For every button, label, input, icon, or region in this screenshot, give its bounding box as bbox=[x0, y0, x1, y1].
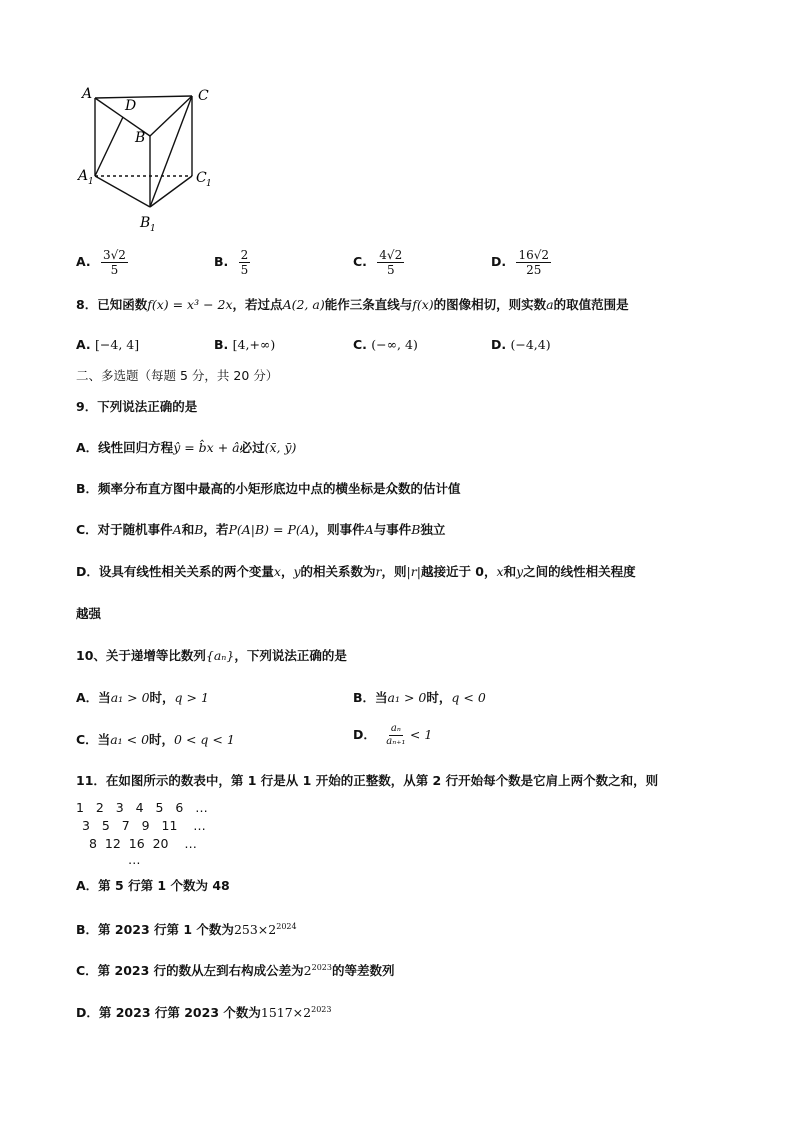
q7-option-c bbox=[353, 248, 404, 277]
label-c1: C bbox=[196, 170, 207, 186]
label-c: C bbox=[198, 88, 209, 104]
q8-option-b: B. [4,+∞) bbox=[214, 337, 276, 352]
number-table-row-4: … bbox=[128, 852, 141, 867]
edge-a1b1 bbox=[95, 176, 150, 207]
q10-option-c: C．当a₁ < 0时，0 < q < 1 bbox=[76, 732, 235, 747]
q7-option-a bbox=[76, 248, 128, 277]
q11-option-a: A．第 5 行第 1 个数为 48 bbox=[76, 878, 230, 893]
q7-option-c-letter: C. bbox=[353, 254, 367, 269]
edge-bc bbox=[150, 96, 192, 136]
q8-question: 8．已知函数f(x) = x³ − 2x，若过点A(2, a)能作三条直线与f(x)的图像相切，则实数a的取值范围是 bbox=[76, 297, 629, 312]
q7-option-d bbox=[491, 248, 551, 277]
q11-option-c: C．第 2023 行的数从左到右构成公差为$2^{2023}$的等差数列 bbox=[76, 963, 395, 979]
q7-option-d-fraction: $\frac{16√2}{25}$ bbox=[518, 248, 550, 277]
q11-option-b: B．第 2023 行第 1 个数为$253\times 2^{2024}$ bbox=[76, 922, 297, 938]
section-heading-multiple-choice: 二、多选题（每题 5 分，共 20 分） bbox=[76, 368, 279, 383]
label-a: A bbox=[82, 86, 93, 102]
q7-option-a-fraction: $\frac{3√2}{5}$ bbox=[103, 248, 126, 277]
q10-option-d-fraction: $\frac{\text{aₙ}}{\text{aₙ₊₁}}$ bbox=[386, 723, 406, 747]
q9-question: 9．下列说法正确的是 bbox=[76, 399, 198, 414]
label-c1-sub: 1 bbox=[206, 179, 212, 189]
q10-question: 10、关于递增等比数列{aₙ}，下列说法正确的是 bbox=[76, 648, 347, 663]
prism-figure bbox=[70, 80, 230, 240]
q11-question: 11．在如图所示的数表中，第 1 行是从 1 开始的正整数，从第 2 行开始每个数是它肩上两个数之和，则 bbox=[76, 773, 659, 788]
q8-option-a: A. [−4, 4] bbox=[76, 337, 140, 352]
q7-option-c-fraction: $\frac{4√2}{5}$ bbox=[379, 248, 403, 277]
edge-b1c bbox=[150, 96, 192, 207]
q9-option-d: D．设具有线性相关关系的两个变量x，y的相关系数为r，则|r|越接近于 0，x和y之间的线性相关程度 bbox=[76, 564, 636, 579]
q9-option-d-continued: 越强 bbox=[76, 606, 102, 621]
q7-option-b-fraction: $\frac{2}{5}$ bbox=[240, 248, 249, 277]
number-table-row-1: 1 2 3 4 5 6 … bbox=[76, 800, 208, 815]
q10-option-a: A．当a₁ > 0时，q > 1 bbox=[76, 690, 209, 705]
label-d: D bbox=[125, 98, 137, 114]
q9-option-a: A．线性回归方程ŷ = b̂x + â必过(x̄, ȳ) bbox=[76, 440, 297, 455]
label-a1-sub: 1 bbox=[88, 177, 94, 187]
q9-option-c: C．对于随机事件A和B，若P(A|B) = P(A)，则事件A与事件B独立 bbox=[76, 522, 446, 537]
edge-ac bbox=[95, 96, 192, 98]
label-b1-sub: 1 bbox=[150, 224, 156, 234]
q8-option-d: D. (−4,4) bbox=[491, 337, 551, 352]
number-table-row-3: 8 12 16 20 … bbox=[89, 836, 197, 851]
label-b: B bbox=[135, 130, 146, 146]
number-table-row-2: 3 5 7 9 11 … bbox=[82, 818, 206, 833]
q10-option-d: D． $\frac{\text{aₙ}}{\text{aₙ₊₁}}$ < 1 bbox=[353, 723, 433, 747]
q9-option-b: B．频率分布直方图中最高的小矩形底边中点的横坐标是众数的估计值 bbox=[76, 481, 461, 496]
label-a1: A bbox=[78, 168, 89, 184]
q8-option-c: C. (−∞, 4) bbox=[353, 337, 418, 352]
q10-option-b: B．当a₁ > 0时，q < 0 bbox=[353, 690, 486, 705]
q7-option-d-letter: D. bbox=[491, 254, 507, 269]
edge-a1d bbox=[95, 117, 123, 176]
q7-option-a-letter: A. bbox=[76, 254, 91, 269]
q7-option-b-letter: B. bbox=[214, 254, 229, 269]
q7-option-b bbox=[214, 248, 250, 277]
label-b1: B bbox=[140, 215, 151, 231]
q11-option-d: D．第 2023 行第 2023 个数为$1517\times 2^{2023}$ bbox=[76, 1005, 332, 1021]
